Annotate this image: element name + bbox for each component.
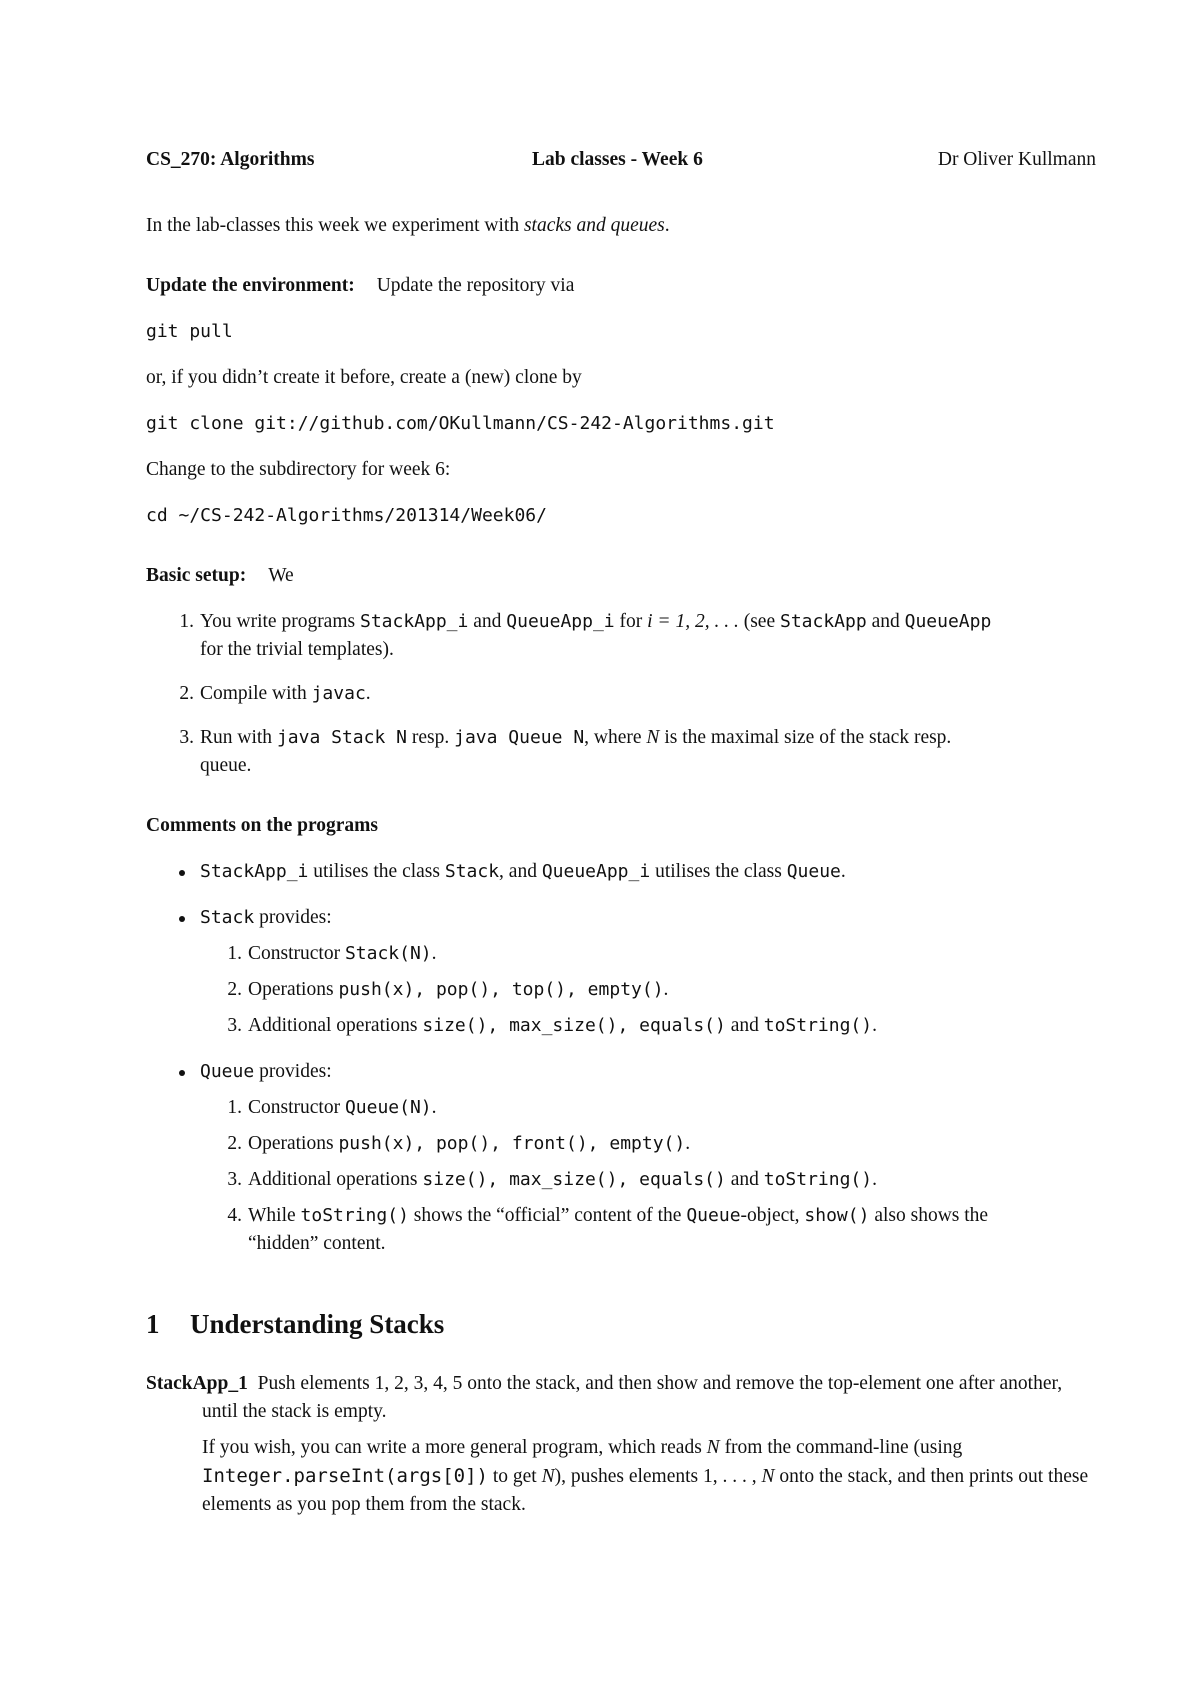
git-pull-command: git pull <box>146 321 233 342</box>
list-item: 1. You write programs StackApp_i and QueueApp_i for i = 1, 2, . . . (see StackApp and QueueApp for the trivial templates). <box>179 611 992 660</box>
bullet-icon <box>179 916 185 922</box>
list-item: 4. While toString() shows the “official” content of the Queue-object, show() also shows the “hidden” content. <box>227 1205 989 1254</box>
list-item: Stack provides: <box>146 904 1096 932</box>
stackapp1-paragraph: StackApp_1 Push elements 1, 2, 3, 4, 5 onto the stack, and then show and remove the top-element one after another, until the stack is empty. <box>146 1373 1063 1422</box>
comments-list <box>146 858 1096 1258</box>
basic-setup-paragraph: Basic setup: We <box>146 565 294 586</box>
list-item: 1. Constructor Queue(N). <box>227 1097 437 1118</box>
change-dir-text: Change to the subdirectory for week 6: <box>146 459 451 480</box>
update-label: Update the environment: <box>146 275 355 296</box>
bullet-icon <box>179 870 185 876</box>
list-item: 3. Additional operations size(), max_size(), equals() and toString(). <box>227 1015 877 1036</box>
stack-provides-list <box>146 940 1096 1040</box>
cd-command: cd ~/CS-242-Algorithms/201314/Week06/ <box>146 505 547 526</box>
author: Dr Oliver Kullmann <box>937 149 1096 170</box>
section-title: Understanding Stacks <box>190 1309 445 1339</box>
clone-text: or, if you didn’t create it before, create a (new) clone by <box>146 367 582 388</box>
section-number: 1 <box>146 1309 160 1339</box>
lab-title: Lab classes - Week 6 <box>532 149 703 170</box>
comments-heading: Comments on the programs <box>146 815 379 836</box>
list-item: 3. Run with java Stack N resp. java Queue N, where N is the maximal size of the stack resp. queue. <box>179 727 952 776</box>
stackapp1-label: StackApp_1 <box>146 1373 248 1394</box>
list-item: 2. Operations push(x), pop(), front(), empty(). <box>227 1133 691 1154</box>
list-item: 2. Operations push(x), pop(), top(), empty(). <box>227 979 669 1000</box>
intro-emphasis: stacks and queues <box>523 215 665 236</box>
basic-setup-list <box>146 608 1096 780</box>
list-item: 2. Compile with javac. <box>179 683 371 704</box>
intro-paragraph: In the lab-classes this week we experiment with stacks and queues. <box>146 215 670 236</box>
git-clone-command: git clone git://github.com/OKullmann/CS-242-Algorithms.git <box>146 413 775 434</box>
list-item: 1. Constructor Stack(N). <box>227 943 437 964</box>
list-item: StackApp_i utilises the class Stack, and QueueApp_i utilises the class Queue. <box>146 858 1096 886</box>
update-paragraph: Update the environment: Update the repository via <box>146 275 575 296</box>
stackapp1-general-paragraph: If you wish, you can write a more general program, which reads N from the command-line (using Integer.parseInt(args[0]) to get N), pushes elements 1, . . . , N onto the stack, and then prints out these elements as you pop them from the stack. <box>202 1437 1089 1515</box>
queue-provides-list <box>146 1094 1096 1258</box>
list-item: 3. Additional operations size(), max_size(), equals() and toString(). <box>227 1169 877 1190</box>
page-header <box>146 146 1096 176</box>
section-heading <box>146 1310 444 1338</box>
course-title: CS_270: Algorithms <box>146 149 315 170</box>
bullet-icon <box>179 1070 185 1076</box>
basic-setup-label: Basic setup: <box>146 565 247 586</box>
list-item: Queue provides: <box>146 1058 1096 1086</box>
